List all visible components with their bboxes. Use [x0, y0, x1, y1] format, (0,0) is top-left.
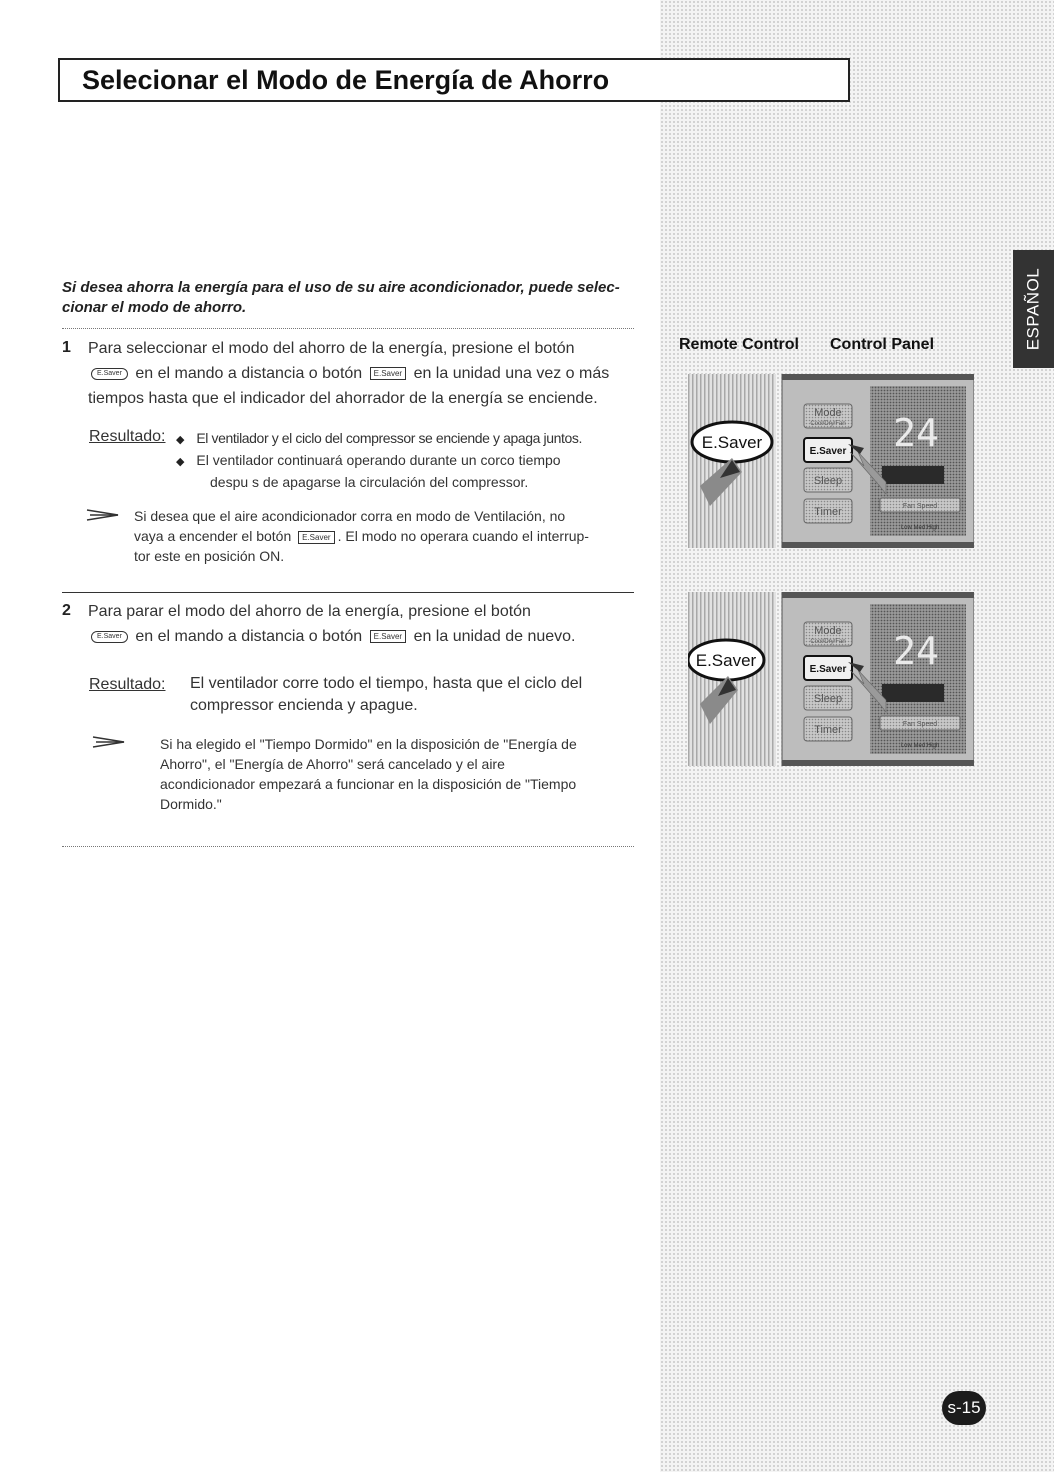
- panel-display: 24: [893, 411, 939, 455]
- illustration-1: [688, 374, 974, 548]
- divider-top: [62, 328, 634, 329]
- step-2-number: 2: [62, 602, 71, 619]
- step-1-number: 1: [62, 339, 71, 356]
- step-2-note-line-3: acondicionador empezará a funcionar en la disposición de "Tiempo: [160, 776, 577, 792]
- panel-esaver-label: E.Saver: [809, 664, 847, 675]
- step-2-result-line-2: compressor encienda y apague.: [190, 697, 418, 714]
- panel-mode-label: Mode: [814, 407, 842, 419]
- step-1-note-line-2a: vaya a encender el botón: [134, 528, 292, 544]
- language-tab: [1013, 250, 1054, 368]
- step-1-line-2: [88, 361, 648, 386]
- step-1-note-line-3: tor este en posición ON.: [134, 548, 285, 564]
- language-tab-label: ESPAÑOL: [1023, 267, 1043, 351]
- step-1-result-bullet-2: [176, 450, 646, 472]
- intro-line-1: Si desea ahorra la energía para el uso de su aire acondicionador, puede selec-: [62, 279, 620, 296]
- step-1-result-b2-l1: El ventilador continuará operando durante un corco tiempo: [196, 452, 561, 468]
- remote-control-heading: Remote Control: [679, 336, 799, 353]
- remote-esaver-inline-icon: E.Saver: [91, 368, 128, 380]
- step-1-line-2a: en el mando a distancia o botón: [135, 365, 363, 382]
- step-1-line-3: tiempos hasta que el indicador del ahorrador de la energía se enciende.: [88, 390, 598, 407]
- page-number-badge: s-15: [942, 1391, 986, 1425]
- bullet-diamond-icon: ◆: [176, 434, 185, 446]
- step-2-note: [160, 734, 640, 814]
- unit-esaver-inline-icon: E.Saver: [370, 630, 406, 643]
- step-1-text: [88, 336, 648, 411]
- panel-speeds-label: Low Med High: [900, 743, 940, 749]
- step-1-result-bullet-1: [176, 428, 646, 450]
- panel-fanspeed-label: Fan Speed: [902, 503, 938, 510]
- divider-steps: [62, 592, 634, 593]
- step-2-line-2a: en el mando a distancia o botón: [135, 628, 363, 645]
- step-1-result-label: Resultado:: [89, 428, 166, 445]
- panel-timer-label: Timer: [814, 506, 842, 518]
- step-1-line-2b: en la unidad una vez o más: [413, 365, 610, 382]
- remote-esaver-inline-icon: E.Saver: [91, 631, 128, 643]
- unit-esaver-inline-icon: E.Saver: [370, 367, 406, 380]
- panel-mode-sub: Cool/Dry/Fan: [810, 639, 846, 645]
- step-2-note-line-4: Dormido.": [160, 796, 222, 812]
- panel-timer-label: Timer: [814, 724, 842, 736]
- divider-bottom: [62, 846, 634, 847]
- step-1-result-b2-l2: despu s de apagarse la circulación del compressor.: [210, 474, 529, 490]
- panel-esaver-label: E.Saver: [809, 446, 847, 457]
- bullet-diamond-icon: ◆: [176, 456, 185, 468]
- note-arrow-icon: [92, 735, 126, 749]
- step-1-result-b1: El ventilador y el ciclo del compressor se enciende y apaga juntos.: [196, 430, 583, 446]
- control-panel-heading: Control Panel: [830, 336, 935, 353]
- panel-sleep-label: Sleep: [813, 693, 843, 705]
- panel-sleep-label: Sleep: [813, 475, 843, 487]
- step-2-result-label: Resultado:: [89, 676, 166, 693]
- illustration-2: [688, 592, 974, 766]
- panel-display: 24: [893, 629, 939, 673]
- step-2-note-line-2: Ahorro", el "Energía de Ahorro" será cancelado y el aire: [160, 756, 505, 772]
- panel-fanspeed-label: Fan Speed: [902, 721, 938, 728]
- title-box: [58, 58, 850, 102]
- panel-mode-sub: Cool/Dry/Fan: [810, 421, 846, 427]
- step-2-note-line-1: Si ha elegido el "Tiempo Dormido" en la disposición de "Energía de: [160, 736, 577, 752]
- step-2-line-2b: en la unidad de nuevo.: [413, 628, 576, 645]
- remote-esaver-button-label: E.Saver: [695, 651, 757, 670]
- intro-text: [62, 278, 637, 318]
- step-1-note: [134, 506, 644, 566]
- step-1-note-line-2b: . El modo no operara cuando el interrup-: [337, 528, 589, 544]
- step-2-line-2: [88, 624, 648, 649]
- step-1-note-line-2: [134, 526, 644, 546]
- panel-mode-label: Mode: [814, 625, 842, 637]
- panel-speeds-label: Low Med High: [900, 525, 940, 531]
- step-1-note-line-1: Si desea que el aire acondicionador corra en modo de Ventilación, no: [134, 508, 566, 524]
- step-2-result-line-1: El ventilador corre todo el tiempo, hasta que el ciclo del: [190, 675, 583, 692]
- note-arrow-icon: [86, 508, 120, 522]
- step-1-line-1: Para seleccionar el modo del ahorro de la energía, presione el botón: [88, 340, 575, 357]
- page-title: Selecionar el Modo de Energía de Ahorro: [82, 65, 610, 95]
- step-2-text: [88, 599, 648, 649]
- step-1-result: [176, 428, 646, 492]
- step-2-result: [190, 673, 640, 717]
- step-2-line-1: Para parar el modo del ahorro de la energía, presione el botón: [88, 603, 531, 620]
- intro-line-2: cionar el modo de ahorro.: [62, 299, 247, 316]
- unit-esaver-inline-icon: E.Saver: [298, 531, 334, 544]
- remote-esaver-button-label: E.Saver: [701, 433, 763, 452]
